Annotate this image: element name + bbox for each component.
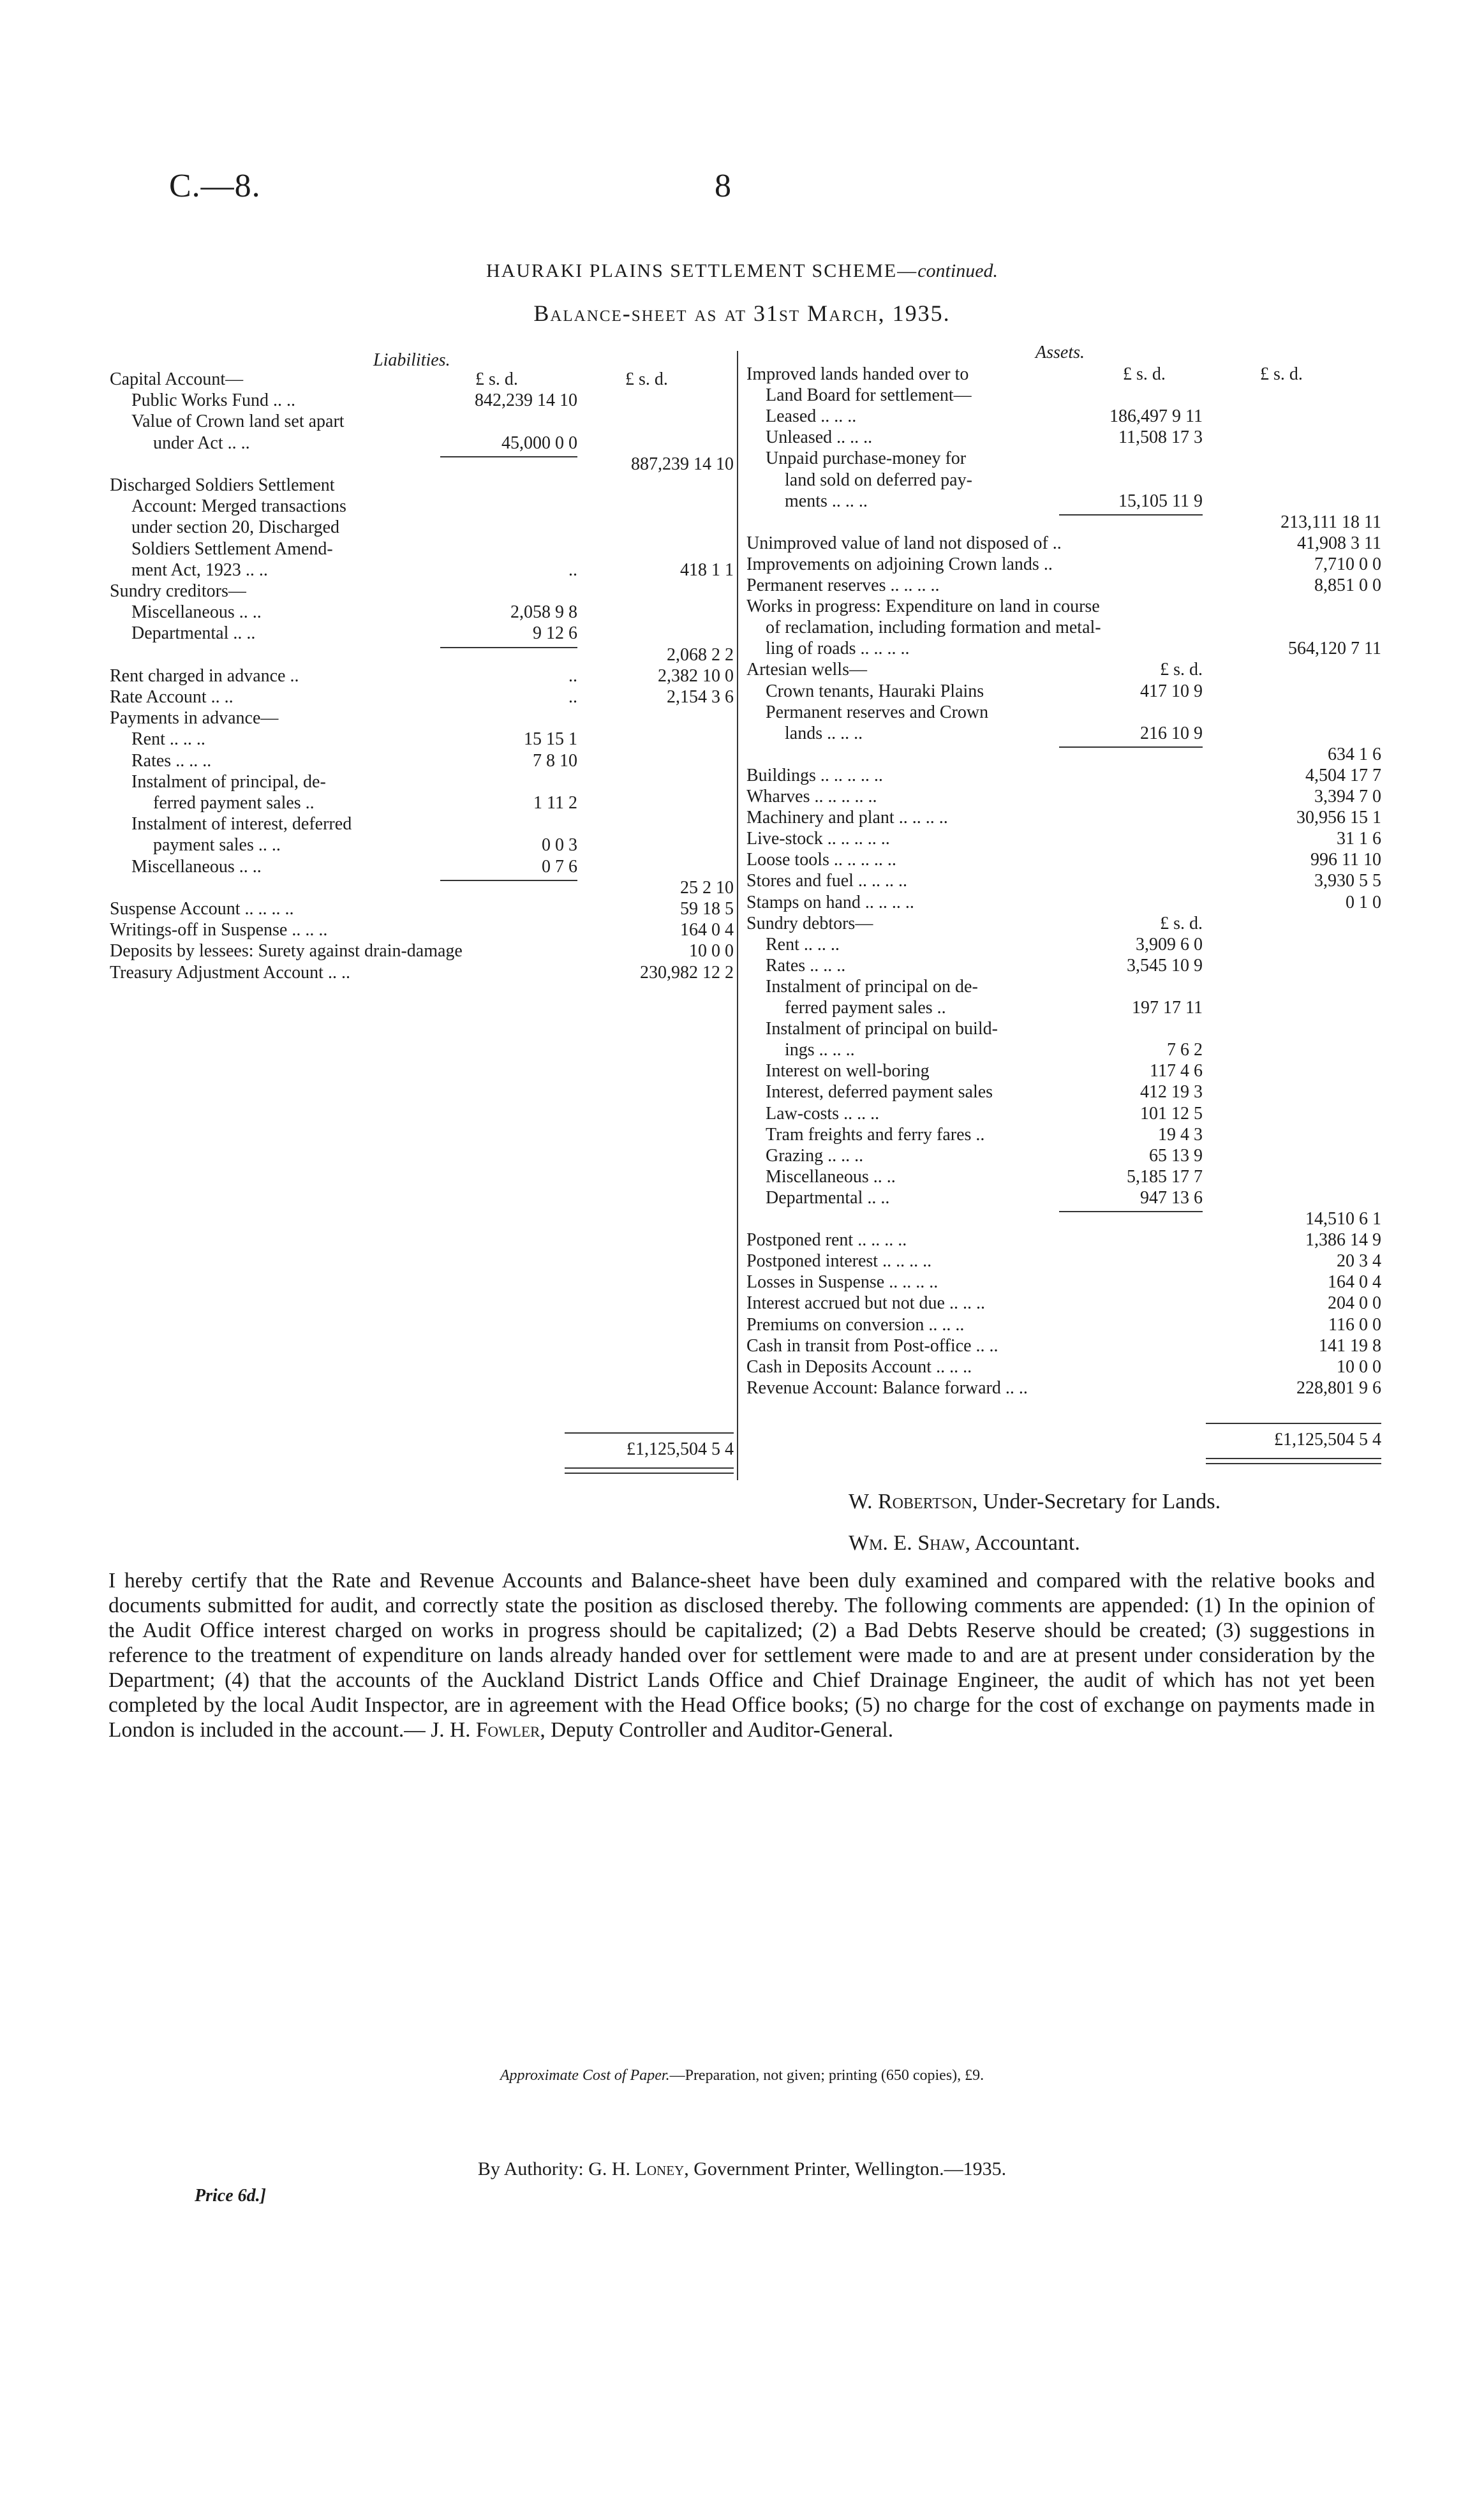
- page-number: 8: [715, 168, 731, 204]
- row-label: Grazing .. .. ..: [766, 1145, 864, 1166]
- outer-amount: 141 19 8: [1319, 1335, 1381, 1356]
- row-label: Cash in Deposits Account .. .. ..: [746, 1356, 972, 1377]
- subtotal-rule: [1059, 514, 1203, 516]
- row-label: Departmental .. ..: [131, 623, 256, 644]
- title-continued: continued.: [917, 260, 998, 281]
- row-label: Rates .. .. ..: [766, 955, 846, 976]
- row-label: Crown tenants, Hauraki Plains: [766, 681, 984, 701]
- signature-name: W. Robertson: [849, 1490, 972, 1513]
- row-label: Works in progress: Expenditure on land in course: [746, 597, 1100, 617]
- inner-amount: 3,545 10 9: [1127, 955, 1203, 976]
- outer-amount: 30,956 15 1: [1296, 808, 1381, 828]
- outer-amount: 2,068 2 2: [667, 644, 734, 665]
- subtotal-rule: [440, 456, 577, 457]
- assets-inner-col-head: £ s. d.: [1123, 364, 1166, 384]
- row-label: Miscellaneous .. ..: [131, 602, 262, 623]
- inner-amount: 216 10 9: [1140, 723, 1203, 743]
- inner-amount: 45,000 0 0: [501, 433, 577, 453]
- certificate-signer-role: , Deputy Controller and Auditor-General.: [540, 1718, 894, 1742]
- outer-amount: 116 0 0: [1328, 1314, 1381, 1335]
- row-label: Cash in transit from Post-office .. ..: [746, 1335, 998, 1356]
- inner-amount: 417 10 9: [1140, 681, 1203, 701]
- inner-amount: ..: [568, 560, 577, 580]
- inner-amount: 9 12 6: [533, 623, 577, 644]
- row-label: payment sales .. ..: [153, 835, 281, 856]
- row-label: Rent .. .. ..: [131, 729, 205, 750]
- row-label: Premiums on conversion .. .. ..: [746, 1314, 965, 1335]
- row-label: Tram freights and ferry fares ..: [766, 1124, 985, 1145]
- liabilities-heading: Liabilities.: [373, 350, 450, 370]
- outer-amount: 230,982 12 2: [640, 962, 734, 983]
- inner-amount: £ s. d.: [1160, 660, 1203, 680]
- signature-name: Wm. E. Shaw: [849, 1531, 965, 1555]
- signature-role: , Under-Secretary for Lands.: [972, 1490, 1221, 1513]
- row-label: ments .. .. ..: [785, 491, 868, 511]
- row-label: Miscellaneous .. ..: [766, 1166, 896, 1187]
- outer-amount: 204 0 0: [1328, 1293, 1381, 1314]
- outer-amount: 2,154 3 6: [667, 687, 734, 707]
- inner-amount: £ s. d.: [1160, 913, 1203, 933]
- row-label: Postponed rent .. .. .. ..: [746, 1230, 907, 1251]
- title-main: HAURAKI PLAINS SETTLEMENT SCHEME—: [486, 260, 918, 281]
- row-label: Buildings .. .. .. .. ..: [746, 765, 883, 785]
- row-label: Rent .. .. ..: [766, 934, 840, 954]
- row-label: Instalment of principal, de-: [131, 771, 326, 792]
- row-label: Stamps on hand .. .. .. ..: [746, 892, 914, 912]
- authority-name: Loney: [635, 2158, 685, 2179]
- subtotal-rule: [440, 647, 577, 648]
- outer-amount: 20 3 4: [1337, 1251, 1381, 1272]
- assets-total-double-rule-1: [1206, 1458, 1381, 1459]
- inner-amount: 15,105 11 9: [1118, 491, 1203, 511]
- cost-label: Approximate Cost of Paper.: [500, 2067, 670, 2084]
- inner-amount: ..: [568, 665, 577, 686]
- row-label: ferred payment sales ..: [785, 998, 946, 1018]
- inner-amount: 412 19 3: [1140, 1082, 1203, 1102]
- outer-amount: 59 18 5: [680, 899, 734, 919]
- row-label: Unpaid purchase-money for: [766, 449, 967, 469]
- row-label: Permanent reserves and Crown: [766, 702, 989, 722]
- row-label: Leased .. .. ..: [766, 406, 857, 427]
- signature-accountant: [849, 1531, 1080, 1555]
- row-label: Treasury Adjustment Account .. ..: [110, 962, 350, 983]
- cost-of-paper-note: [0, 2067, 1484, 2084]
- liabilities-outer-col-head: £ s. d.: [625, 369, 668, 389]
- row-label: land sold on deferred pay-: [785, 470, 972, 490]
- subtotal-rule: [440, 880, 577, 881]
- outer-amount: 213,111 18 11: [1280, 512, 1381, 532]
- liabilities-total-rule: [565, 1432, 734, 1434]
- document-title: [0, 260, 1484, 282]
- signature-under-secretary: [849, 1490, 1221, 1514]
- row-label: Machinery and plant .. .. .. ..: [746, 808, 948, 828]
- outer-amount: 564,120 7 11: [1288, 639, 1381, 659]
- outer-amount: 1,386 14 9: [1305, 1230, 1381, 1251]
- row-label: Interest on well-boring: [766, 1061, 930, 1081]
- inner-amount: 3,909 6 0: [1136, 934, 1203, 954]
- row-label: Improved lands handed over to: [746, 364, 969, 384]
- outer-amount: 996 11 10: [1310, 850, 1381, 870]
- outer-amount: 634 1 6: [1328, 744, 1381, 764]
- row-label: Payments in advance—: [110, 708, 279, 729]
- outer-amount: 8,851 0 0: [1314, 575, 1381, 595]
- row-label: Rent charged in advance ..: [110, 665, 299, 686]
- outer-amount: 41,908 3 11: [1297, 533, 1381, 553]
- certificate-text: I hereby certify that the Rate and Revenue Accounts and Balance-sheet have been duly examined and compared with the relative books and documents submitted for audit, and correctly state the position as disclosed thereby. The following comments are appended: (1) In the opinion of the Audit Office interest charged on works in progress should be capitalized; (2) a Bad Debts Reserve should be created; (3) suggestions in reference to the treatment of expenditure on lands already handed over for settlement were made to and are at present under consideration by the Department; (4) that the accounts of the Auckland District Lands Office and Chief Drainage Engineer, the audit of which has not yet been completed by the local Audit Inspector, are in agreement with the Head Office books; (5) no charge for the cost of exchange on payments made in London is included in the account.—: [108, 1569, 1375, 1742]
- subtotal-rule: [1059, 746, 1203, 748]
- outer-amount: 3,394 7 0: [1314, 787, 1381, 806]
- inner-amount: 11,508 17 3: [1118, 427, 1203, 448]
- outer-amount: 164 0 4: [1328, 1272, 1381, 1293]
- row-label: ling of roads .. .. .. ..: [766, 639, 910, 659]
- assets-outer-col-head: £ s. d.: [1260, 364, 1303, 384]
- row-label: Stores and fuel .. .. .. ..: [746, 871, 907, 891]
- inner-amount: 197 17 11: [1132, 998, 1203, 1018]
- inner-amount: 7 8 10: [533, 750, 577, 771]
- row-label: Account: Merged transactions: [131, 496, 346, 517]
- inner-amount: 5,185 17 7: [1127, 1166, 1203, 1187]
- row-label: Rates .. .. ..: [131, 750, 212, 771]
- row-label: Deposits by lessees: Surety against drain-damage: [110, 941, 463, 961]
- row-label: Revenue Account: Balance forward .. ..: [746, 1377, 1028, 1398]
- row-label: Rate Account .. ..: [110, 687, 234, 707]
- assets-total: £1,125,504 5 4: [1274, 1430, 1381, 1450]
- outer-amount: 7,710 0 0: [1314, 554, 1381, 574]
- price-note: Price 6d.]: [195, 2186, 266, 2206]
- inner-amount: 15 15 1: [524, 729, 577, 750]
- cost-text: —Preparation, not given; printing (650 copies), £9.: [669, 2067, 984, 2084]
- row-label: Unleased .. .. ..: [766, 427, 873, 448]
- row-label: Instalment of principal on de-: [766, 976, 978, 997]
- row-label: Sundry debtors—: [746, 913, 873, 933]
- inner-amount: 0 7 6: [542, 856, 577, 877]
- inner-amount: 186,497 9 11: [1109, 406, 1203, 427]
- row-label: ferred payment sales ..: [153, 793, 315, 813]
- row-label: Live-stock .. .. .. .. ..: [746, 829, 890, 849]
- outer-amount: 31 1 6: [1337, 829, 1381, 849]
- assets-total-double-rule-2: [1206, 1463, 1381, 1464]
- row-label: Instalment of interest, deferred: [131, 814, 352, 835]
- outer-amount: 164 0 4: [680, 920, 734, 940]
- row-label: Unimproved value of land not disposed of ..: [746, 533, 1062, 553]
- inner-amount: 65 13 9: [1149, 1145, 1203, 1166]
- row-label: Writings-off in Suspense .. .. ..: [110, 920, 328, 940]
- inner-amount: 7 6 2: [1167, 1040, 1203, 1060]
- outer-amount: 3,930 5 5: [1314, 871, 1381, 891]
- inner-amount: 117 4 6: [1150, 1061, 1203, 1081]
- outer-amount: 10 0 0: [689, 941, 734, 961]
- inner-amount: 947 13 6: [1140, 1187, 1203, 1208]
- row-label: Departmental .. ..: [766, 1187, 890, 1208]
- inner-amount: 19 4 3: [1158, 1124, 1203, 1145]
- row-label: Land Board for settlement—: [766, 385, 972, 406]
- row-label: Wharves .. .. .. .. ..: [746, 787, 877, 806]
- outer-amount: 25 2 10: [680, 877, 734, 898]
- row-label: Permanent reserves .. .. .. ..: [746, 575, 940, 595]
- liabilities-total: £1,125,504 5 4: [627, 1439, 734, 1459]
- assets-heading: Assets.: [1035, 343, 1085, 362]
- inner-amount: ..: [568, 687, 577, 707]
- audit-certificate: [108, 1568, 1375, 1742]
- outer-amount: 228,801 9 6: [1296, 1377, 1381, 1398]
- row-label: ment Act, 1923 .. ..: [131, 560, 268, 580]
- outer-amount: 10 0 0: [1337, 1356, 1381, 1377]
- outer-amount: 2,382 10 0: [658, 665, 734, 686]
- liabilities-total-double-rule-2: [565, 1473, 734, 1474]
- row-label: Artesian wells—: [746, 660, 867, 680]
- row-label: Law-costs .. .. ..: [766, 1103, 880, 1124]
- inner-amount: 2,058 9 8: [510, 602, 577, 623]
- inner-amount: 101 12 5: [1140, 1103, 1203, 1124]
- liabilities-total-double-rule-1: [565, 1467, 734, 1469]
- row-label: of reclamation, including formation and metal-: [766, 618, 1101, 638]
- balance-sheet-subtitle: Balance-sheet as at 31st March, 1935.: [533, 301, 951, 326]
- row-label: Improvements on adjoining Crown lands ..: [746, 554, 1053, 574]
- outer-amount: 4,504 17 7: [1305, 765, 1381, 785]
- assets-total-rule: [1206, 1423, 1381, 1424]
- inner-amount: 0 0 3: [542, 835, 577, 856]
- row-label: under Act .. ..: [153, 433, 250, 453]
- row-label: Soldiers Settlement Amend-: [131, 538, 333, 559]
- signature-role: , Accountant.: [965, 1531, 1080, 1555]
- authority-prefix: By Authority: G. H.: [477, 2158, 635, 2179]
- row-label: Interest accrued but not due .. .. ..: [746, 1293, 985, 1314]
- outer-amount: 14,510 6 1: [1305, 1209, 1381, 1229]
- row-label: Interest, deferred payment sales: [766, 1082, 993, 1102]
- row-label: Discharged Soldiers Settlement: [110, 475, 335, 495]
- outer-amount: 418 1 1: [680, 560, 734, 580]
- printer-authority: [0, 2158, 1484, 2180]
- row-label: Losses in Suspense .. .. .. ..: [746, 1272, 939, 1293]
- subtotal-rule: [1059, 1211, 1203, 1212]
- inner-amount: 842,239 14 10: [475, 390, 577, 411]
- row-label: lands .. .. ..: [785, 723, 863, 743]
- row-label: Postponed interest .. .. .. ..: [746, 1251, 932, 1272]
- row-label: Loose tools .. .. .. .. ..: [746, 850, 896, 870]
- row-label: Instalment of principal on build-: [766, 1019, 998, 1039]
- row-label: Value of Crown land set apart: [131, 412, 345, 432]
- inner-amount: 1 11 2: [533, 793, 577, 813]
- outer-amount: 0 1 0: [1346, 892, 1381, 912]
- authority-suffix: , Government Printer, Wellington.—1935.: [684, 2158, 1007, 2179]
- row-label: ings .. .. ..: [785, 1040, 855, 1060]
- liabilities-inner-col-head: £ s. d.: [475, 369, 518, 389]
- row-label: under section 20, Discharged: [131, 517, 340, 538]
- row-label: Sundry creditors—: [110, 581, 246, 601]
- report-code: C.—8.: [169, 168, 261, 204]
- row-label: Capital Account—: [110, 369, 244, 389]
- row-label: Public Works Fund .. ..: [131, 390, 296, 411]
- row-label: Miscellaneous .. ..: [131, 856, 262, 877]
- outer-amount: 887,239 14 10: [631, 454, 734, 474]
- column-divider: [737, 351, 738, 1480]
- certificate-signer: J. H. Fowler: [431, 1718, 540, 1742]
- row-label: Suspense Account .. .. .. ..: [110, 899, 294, 919]
